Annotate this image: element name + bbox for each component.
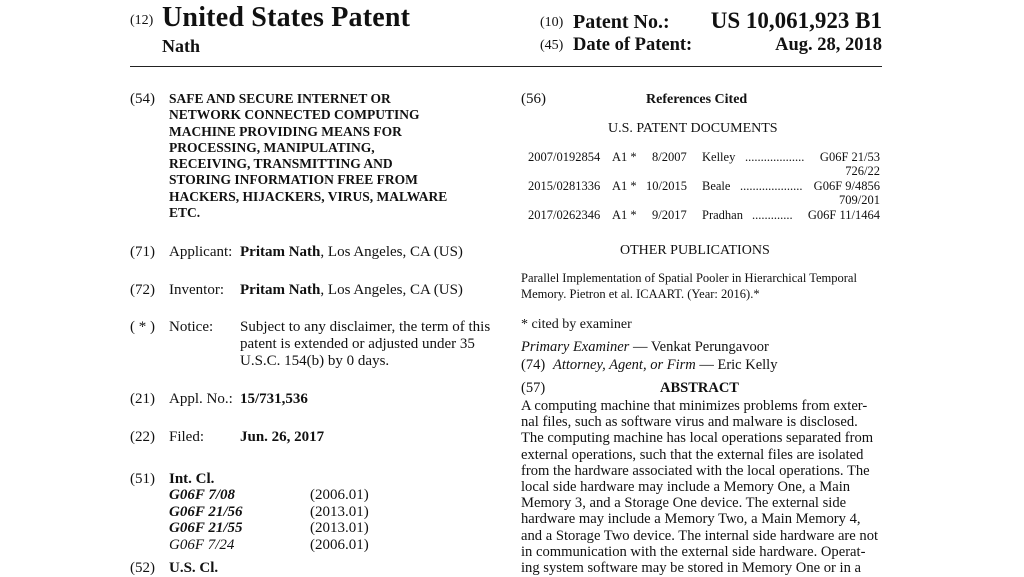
- ref-class-secondary: 726/22: [845, 164, 880, 178]
- applicant: [240, 244, 463, 261]
- other-pub-line: Memory. Pietron et al. ICAART. (Year: 2016).*: [521, 287, 760, 301]
- title-line: ETC.: [169, 205, 201, 221]
- other-pub-line: Parallel Implementation of Spatial Pooler in Hierarchical Temporal: [521, 271, 857, 285]
- int-cl-year: (2013.01): [310, 504, 369, 520]
- date-of-patent: Aug. 28, 2018: [775, 35, 882, 55]
- int-cl-class: G06F 21/55: [169, 520, 243, 536]
- attorney: [553, 357, 777, 374]
- abstract-line: external operations, such that the external files are isolated: [521, 446, 864, 463]
- ref-number: 2017/0262346: [528, 208, 601, 222]
- patent-title: [169, 91, 499, 221]
- notice-line: Subject to any disclaimer, the term of this: [240, 319, 491, 335]
- ref-number: 2007/0192854: [528, 150, 601, 164]
- attorney-name: — Eric Kelly: [695, 357, 778, 373]
- patent-number: US 10,061,923 B1: [710, 8, 882, 33]
- ref-class-secondary: 709/201: [839, 193, 880, 207]
- ref-name: Pradhan: [702, 208, 743, 222]
- applicant-label: Applicant:: [169, 244, 233, 260]
- ref-date: 10/2015: [646, 179, 687, 193]
- other-publications-heading: OTHER PUBLICATIONS: [620, 243, 770, 258]
- code-72: (72): [130, 282, 155, 298]
- inventor: [240, 282, 463, 299]
- int-cl-year: (2013.01): [310, 520, 369, 536]
- inventor-label: Inventor:: [169, 282, 224, 298]
- ref-date: 8/2007: [652, 150, 687, 164]
- code-45: (45): [540, 38, 564, 53]
- title-line: SAFE AND SECURE INTERNET OR: [169, 91, 391, 106]
- ref-dots: .............: [752, 208, 793, 222]
- ref-name: Beale: [702, 179, 731, 193]
- int-cl-class: G06F 21/56: [169, 504, 243, 520]
- int-cl-class: G06F 7/08: [169, 487, 235, 503]
- code-notice: ( * ): [130, 319, 155, 335]
- code-12: (12): [130, 13, 154, 28]
- ref-dots: ....................: [740, 179, 803, 193]
- notice-line: U.S.C. 154(b) by 0 days.: [240, 353, 390, 369]
- code-10: (10): [540, 15, 564, 30]
- abstract-line: from the hardware associated with the local operations. The: [521, 462, 870, 479]
- ref-number: 2015/0281336: [528, 179, 601, 193]
- applicant-location: , Los Angeles, CA (US): [320, 244, 463, 260]
- int-cl-year: (2006.01): [310, 537, 369, 553]
- notice-line: patent is extended or adjusted under 35: [240, 336, 475, 352]
- cited-by-examiner: * cited by examiner: [521, 317, 632, 332]
- title-line: STORING INFORMATION FREE FROM: [169, 172, 418, 188]
- appl-no: 15/731,536: [240, 391, 308, 407]
- int-cl-year: (2006.01): [310, 487, 369, 503]
- title-line: RECEIVING, TRANSMITTING AND: [169, 156, 393, 172]
- us-cl-label: U.S. Cl.: [169, 560, 219, 576]
- other-publication: [521, 270, 857, 302]
- filed-label: Filed:: [169, 429, 205, 445]
- abstract-text: [521, 398, 881, 576]
- abstract-line: A computing machine that minimizes problems from exter-: [521, 398, 868, 414]
- title-line: PROCESSING, MANIPULATING,: [169, 139, 375, 155]
- document-type: United States Patent: [162, 2, 411, 33]
- header-rule: [130, 66, 882, 67]
- code-56: (56): [521, 91, 546, 107]
- code-71: (71): [130, 244, 155, 260]
- ref-kind: A1 *: [612, 179, 637, 193]
- abstract-line: hardware may include a Memory Two, a Main Memory 4,: [521, 511, 861, 528]
- int-cl-label: Int. Cl.: [169, 471, 215, 487]
- primary-examiner-label: Primary Examiner: [521, 339, 630, 355]
- ref-name: Kelley: [702, 150, 736, 164]
- patent-no-label: Patent No.:: [573, 11, 670, 33]
- ref-kind: A1 *: [612, 150, 637, 164]
- code-74: (74): [521, 357, 546, 373]
- code-52: (52): [130, 560, 155, 576]
- inventor-surname: Nath: [162, 36, 201, 56]
- appl-no-label: Appl. No.:: [169, 391, 233, 407]
- notice-text: [240, 319, 500, 370]
- primary-examiner-name: — Venkat Perungavoor: [629, 339, 769, 355]
- filed-date: Jun. 26, 2017: [240, 429, 325, 445]
- notice-label: Notice:: [169, 319, 214, 335]
- abstract-line: and a Storage Two device. The internal side hardware are not: [521, 527, 879, 544]
- date-label: Date of Patent:: [573, 35, 693, 55]
- us-patent-documents-heading: U.S. PATENT DOCUMENTS: [608, 121, 778, 136]
- abstract-line: in communication with the external side hardware. Operat-: [521, 543, 866, 560]
- ref-class: G06F 9/4856: [813, 179, 880, 193]
- abstract-line: ing system software may be stored in Memory One or in a: [521, 560, 862, 577]
- applicant-name: Pritam Nath: [240, 244, 321, 260]
- ref-kind: A1 *: [612, 208, 637, 222]
- ref-date: 9/2017: [652, 208, 687, 222]
- int-cl-class: G06F 7/24: [169, 537, 235, 553]
- title-line: NETWORK CONNECTED COMPUTING: [169, 107, 420, 123]
- abstract-line: nal files, such as software virus and malware is disclosed.: [521, 414, 858, 431]
- attorney-label: Attorney, Agent, or Firm: [553, 357, 696, 373]
- code-57: (57): [521, 380, 546, 396]
- abstract-line: The computing machine has local operations separated from: [521, 430, 874, 447]
- abstract-heading: ABSTRACT: [660, 380, 739, 396]
- inventor-name: Pritam Nath: [240, 282, 321, 298]
- abstract-line: local side hardware may include a Memory One, a Main: [521, 479, 851, 496]
- ref-class: G06F 11/1464: [807, 208, 880, 222]
- code-22: (22): [130, 429, 155, 445]
- primary-examiner: [521, 339, 769, 356]
- code-51: (51): [130, 471, 155, 487]
- inventor-location: , Los Angeles, CA (US): [320, 282, 463, 298]
- code-21: (21): [130, 391, 155, 407]
- abstract-line: Memory 3, and a Storage One device. The external side: [521, 495, 847, 512]
- ref-class: G06F 21/53: [819, 150, 880, 164]
- title-line: MACHINE PROVIDING MEANS FOR: [169, 123, 402, 139]
- title-line: HACKERS, HIJACKERS, VIRUS, MALWARE: [169, 188, 448, 204]
- code-54: (54): [130, 91, 155, 107]
- references-heading: References Cited: [646, 92, 748, 107]
- ref-dots: ...................: [745, 150, 805, 164]
